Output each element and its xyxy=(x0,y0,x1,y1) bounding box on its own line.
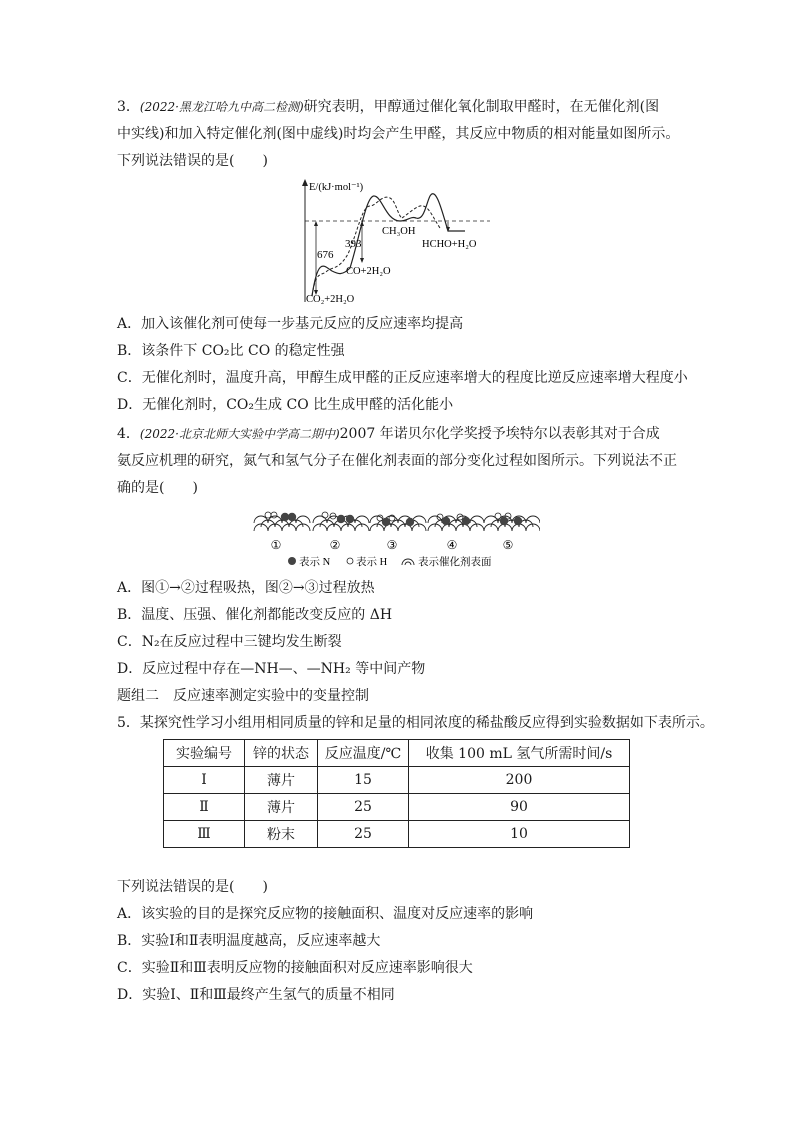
experiment-table xyxy=(163,739,630,848)
q3-source: (2022·黑龙江哈九中高二检测) xyxy=(139,100,304,114)
table-header: 收集 100 mL 氢气所需时间/s xyxy=(409,740,630,767)
q3-option-c: C．无催化剂时，温度升高，甲醇生成甲醛的正反应速率增大的程度比逆反应速率增大程度小 xyxy=(117,370,688,386)
q4-line-2: 氨反应机理的研究，氮气和氢气分子在催化剂表面的部分变化过程如图所示。下列说法不正 xyxy=(117,453,677,469)
q5-option-d: D．实验Ⅰ、Ⅱ和Ⅲ最终产生氢气的质量不相同 xyxy=(117,987,395,1003)
label-hcho-h2o: HCHO+H₂O xyxy=(422,239,477,250)
q3-text: 研究表明，甲醇通过催化氧化制取甲醛时，在无催化剂(图 xyxy=(303,99,660,115)
q5-line-1: 5．某探究性学习小组用相同质量的锌和足量的相同浓度的稀盐酸反应得到实验数据如下表所示。 xyxy=(117,715,714,731)
q4-option-a: A．图①→②过程吸热，图②→③过程放热 xyxy=(117,580,375,596)
q5-option-c: C．实验Ⅱ和Ⅲ表明反应物的接触面积对反应速率影响很大 xyxy=(117,960,473,976)
label-ch3oh: CH₃OH xyxy=(382,226,416,237)
nitrogen-atom-icon xyxy=(288,557,296,565)
q3-number: 3． xyxy=(117,99,140,115)
table-cell: Ⅲ xyxy=(164,821,245,848)
q3-line-1 xyxy=(117,97,659,117)
legend-h: 表示 H xyxy=(356,557,388,568)
step-5-panel xyxy=(484,513,540,531)
table-row xyxy=(164,767,630,794)
energy-diagram xyxy=(290,176,500,306)
table-row xyxy=(164,821,630,848)
q5-option-b: B．实验Ⅰ和Ⅱ表明温度越高，反应速率越大 xyxy=(117,933,381,949)
q4-number: 4． xyxy=(117,426,140,442)
arrow-down-icon xyxy=(360,258,364,263)
q3-option-a: A．加入该催化剂可使每一步基元反应的反应速率均提高 xyxy=(117,316,464,332)
table-header: 锌的状态 xyxy=(245,740,318,767)
label-co-h2o: CO+2H₂O xyxy=(346,266,391,277)
label-676: 676 xyxy=(317,249,334,261)
legend-n: 表示 N xyxy=(299,557,331,568)
table-row xyxy=(164,794,630,821)
step-1-label: ① xyxy=(270,538,282,552)
table-cell: 25 xyxy=(318,794,409,821)
table-cell: Ⅰ xyxy=(164,767,245,794)
q3-option-b: B．该条件下 CO₂比 CO 的稳定性强 xyxy=(117,343,345,359)
q3-line-3: 下列说法错误的是( ) xyxy=(117,153,268,169)
table-header-row xyxy=(164,740,630,767)
step-2-label: ② xyxy=(329,538,341,552)
q4-option-b: B．温度、压强、催化剂都能改变反应的 ΔH xyxy=(117,607,393,623)
step-3-panel xyxy=(370,515,426,531)
energy-axis-label: E/(kJ·mol⁻¹) xyxy=(309,182,364,193)
q4-line-1 xyxy=(117,424,660,444)
q4-line-3: 确的是( ) xyxy=(117,480,198,496)
q5-stem: 下列说法错误的是( ) xyxy=(117,879,268,895)
q4-source: (2022·北京北师大实验中学高二期中) xyxy=(139,427,340,441)
q4-text: 2007 年诺贝尔化学奖授予埃特尔以表彰其对于合成 xyxy=(339,426,660,442)
step-2-panel xyxy=(313,512,369,531)
table-header: 实验编号 xyxy=(164,740,245,767)
table-cell: 薄片 xyxy=(245,794,318,821)
label-393: 393 xyxy=(345,238,362,250)
table-cell: 25 xyxy=(318,821,409,848)
table-cell: 200 xyxy=(409,767,630,794)
catalyst-surface-icon-inner xyxy=(405,562,411,565)
q5-option-a: A．该实验的目的是探究反应物的接触面积、温度对反应速率的影响 xyxy=(117,906,534,922)
step-4-panel xyxy=(428,514,484,531)
step-1-panel xyxy=(254,512,310,531)
table-cell: 粉末 xyxy=(245,821,318,848)
label-co2-h2o: CO₂+2H₂O xyxy=(306,294,355,305)
legend-surface: 表示催化剂表面 xyxy=(418,557,492,568)
arrow-up-icon xyxy=(360,221,364,226)
table-cell: Ⅱ xyxy=(164,794,245,821)
step-5-label: ⑤ xyxy=(502,538,514,552)
catalyst-surface-diagram xyxy=(250,505,540,571)
q4-option-d: D．反应过程中存在—NH—、—NH₂ 等中间产物 xyxy=(117,661,426,677)
table-header: 反应温度/℃ xyxy=(318,740,409,767)
arrow-up-icon xyxy=(314,221,318,226)
table-cell: 90 xyxy=(409,794,630,821)
table-cell: 薄片 xyxy=(245,767,318,794)
q3-option-d: D．无催化剂时，CO₂生成 CO 比生成甲醛的活化能小 xyxy=(117,397,454,413)
axis-arrow-icon xyxy=(302,179,308,186)
q3-line-2: 中实线)和加入特定催化剂(图中虚线)时均会产生甲醛，其反应中物质的相对能量如图所示。 xyxy=(117,126,680,142)
step-3-label: ③ xyxy=(386,538,398,552)
table-cell: 10 xyxy=(409,821,630,848)
q4-option-c: C．N₂在反应过程中三键均发生断裂 xyxy=(117,634,342,650)
hydrogen-atom-icon xyxy=(347,558,353,564)
table-cell: 15 xyxy=(318,767,409,794)
section-title: 题组二 反应速率测定实验中的变量控制 xyxy=(117,688,369,704)
step-4-label: ④ xyxy=(446,538,458,552)
